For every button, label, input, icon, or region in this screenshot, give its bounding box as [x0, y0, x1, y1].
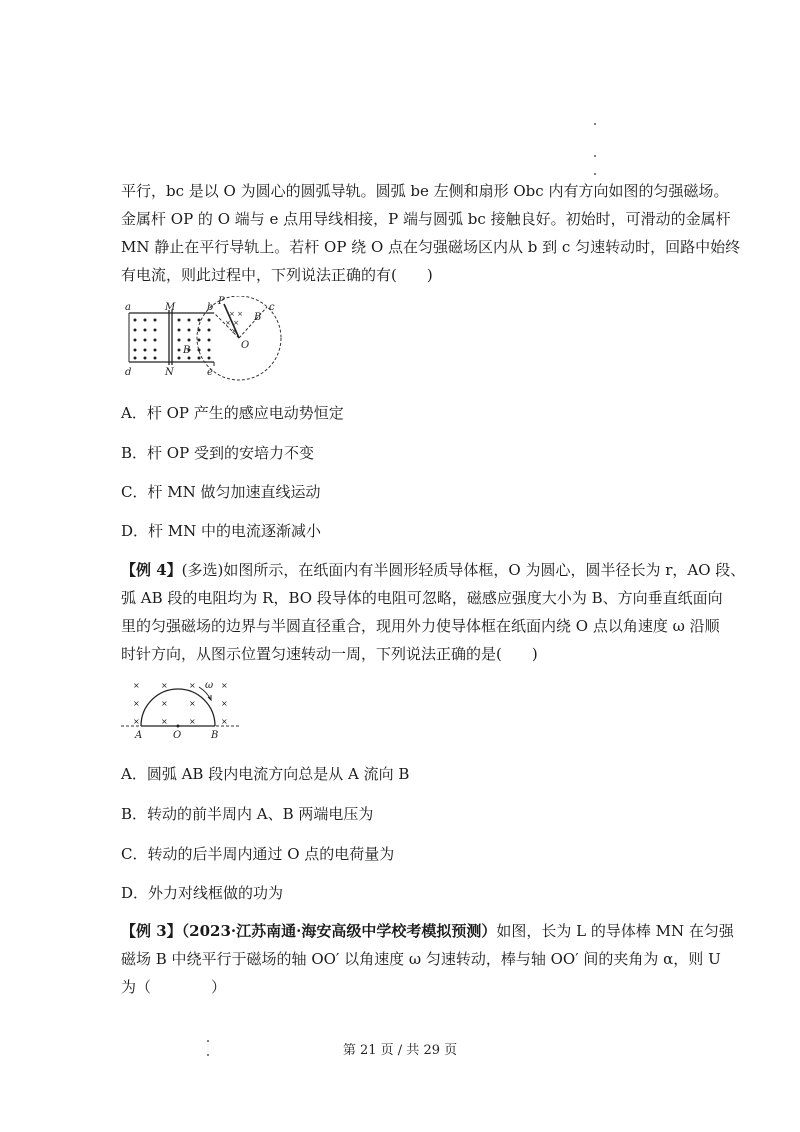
example4-line: 里的匀强磁场的边界与半圆直径重合，现用外力使导体框在纸面内绕 O 点以角速度 ω 沿顺: [121, 617, 720, 635]
svg-text:×: ×: [133, 717, 140, 726]
svg-text:×: ×: [161, 717, 168, 726]
label-B: B: [211, 730, 219, 741]
example4-tag: 【例 4】: [121, 561, 182, 579]
example3-line: 为（ ）: [121, 978, 227, 996]
page-number-footer: 第 21 页 / 共 29 页: [342, 1043, 458, 1058]
option-c: C．杆 MN 做匀加速直线运动: [121, 483, 321, 501]
stray-dot: [594, 173, 596, 175]
svg-text:× ×: × ×: [229, 310, 243, 318]
svg-text:×: ×: [221, 681, 228, 690]
problem-text-line: 金属杆 OP 的 O 端与 e 点用导线相接，P 端与圆弧 bc 接触良好。初始时，可滑动的金属杆: [121, 210, 731, 228]
label-a: a: [125, 302, 131, 313]
option-b: B．转动的前半周内 A、B 两端电压为: [121, 805, 374, 823]
example4-line: 弧 AB 段的电阻均为 R，BO 段导体的电阻可忽略，磁感应强度大小为 B、方向垂直纸面向: [121, 589, 723, 607]
option-a: A．圆弧 AB 段内电流方向总是从 A 流向 B: [121, 765, 410, 783]
problem-text-line: 平行，bc 是以 O 为圆心的圆弧导轨。圆弧 be 左侧和扇形 Obc 内有方向如图的匀强磁场。: [121, 182, 729, 200]
svg-text:×: ×: [189, 699, 196, 708]
example3-line-1: 【例 3】（2023·江苏南通·海安高级中学校考模拟预测）如图，长为 L 的导体棒 MN 在匀强: [121, 922, 734, 940]
label-e: e: [207, 367, 213, 378]
label-c: c: [269, 302, 275, 313]
option-d: D．杆 MN 中的电流逐渐减小: [121, 522, 322, 540]
stray-dot: [594, 155, 596, 157]
label-O: O: [241, 340, 250, 351]
example4-line-1: 【例 4】(多选)如图所示，在纸面内有半圆形轻质导体框，O 为圆心，圆半径长为 r，AO 段、: [121, 561, 746, 579]
svg-text:×: ×: [161, 681, 168, 690]
problem-text-line: MN 静止在平行导轨上。若杆 OP 绕 O 点在匀强磁场区内从 b 到 c 匀速转动时，回路中始终: [121, 238, 741, 256]
svg-text:×: ×: [133, 699, 140, 708]
option-d: D．外力对线框做的功为: [121, 884, 284, 902]
example4-line: 时针方向，从图示位置匀速转动一周，下列说法正确的是( ): [121, 645, 538, 663]
svg-text:×: ×: [161, 699, 168, 708]
svg-text:×: ×: [189, 681, 196, 690]
label-b: b: [207, 302, 214, 313]
semicircle-figure: [121, 676, 241, 742]
option-b: B．杆 OP 受到的安培力不变: [121, 444, 314, 462]
label-A: A: [135, 730, 143, 741]
label-d: d: [125, 367, 132, 378]
svg-text:×: ×: [221, 699, 228, 708]
label-B-sector: B: [254, 312, 262, 323]
option-c: C．转动的后半周内通过 O 点的电荷量为: [121, 845, 395, 863]
svg-text:×: ×: [133, 681, 140, 690]
problem-text-line: 有电流，则此过程中，下列说法正确的有( ): [121, 266, 433, 284]
option-a: A．杆 OP 产生的感应电动势恒定: [121, 404, 344, 422]
example3-tag: 【例 3】: [121, 922, 182, 940]
label-N: N: [165, 367, 174, 378]
svg-text:×: ×: [221, 717, 228, 726]
label-P: P: [218, 296, 225, 307]
example3-line: 磁场 B 中绕平行于磁场的轴 OO′ 以角速度 ω 匀速转动，棒与轴 OO′ 间的夹角为 α，则 U: [121, 950, 721, 968]
label-M: M: [165, 302, 176, 313]
label-O: O: [173, 730, 182, 741]
rail-arc-figure: [121, 296, 286, 382]
stray-dot: [594, 123, 596, 125]
svg-text:×: ×: [189, 717, 196, 726]
label-omega: ω: [205, 680, 214, 691]
label-B-field: B: [183, 345, 191, 356]
example3-source: （2023·江苏南通·海安高级中学校考模拟预测）: [181, 922, 497, 940]
svg-text:×: ×: [231, 327, 237, 335]
svg-text:× ×: × ×: [225, 319, 239, 327]
